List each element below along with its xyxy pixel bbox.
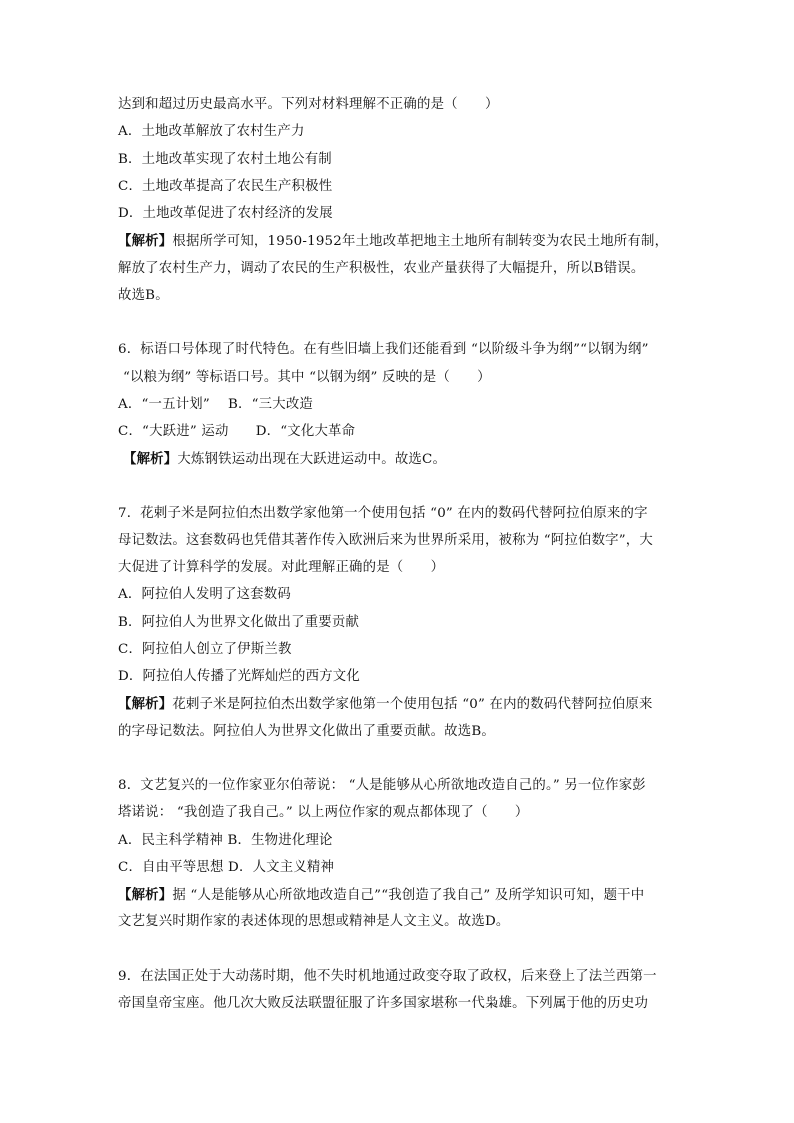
q7-stem: 7．花剌子米是阿拉伯杰出数学家他第一个使用包括 “0” 在内的数码代替阿拉伯原来的字 xyxy=(118,506,648,521)
q8-analysis-line xyxy=(118,886,644,905)
q8-option-ab: A．民主科学精神 B．生物进化理论 xyxy=(118,833,333,848)
analysis-tag: 【解析】 xyxy=(118,233,173,249)
q7-analysis-line: 的字母记数法。阿拉伯人为世界文化做出了重要贡献。故选B。 xyxy=(118,724,495,739)
q7-stem: 大促进了计算科学的发展。对此理解正确的是（ ） xyxy=(118,560,445,575)
analysis-tag: 【解析】 xyxy=(123,451,178,467)
q6-option-ab: A．“一五计划” B．“三大改造 xyxy=(118,397,314,412)
q5-analysis-line xyxy=(118,232,668,251)
q5-option-d: D．土地改革促进了农村经济的发展 xyxy=(118,206,333,221)
q5-analysis-text: 根据所学可知，1950-1952年土地改革把地主土地所有制转变为农民土地所有制， xyxy=(172,234,669,249)
q8-analysis-text: 据 “人是能够从心所欲地改造自己”“我创造了我自己” 及所学知识可知，题干中 xyxy=(172,888,645,903)
q7-option-b: B．阿拉伯人为世界文化做出了重要贡献 xyxy=(118,615,360,630)
analysis-tag: 【解析】 xyxy=(118,887,173,903)
q9-stem: 帝国皇帝宝座。他几次大败反法联盟征服了许多国家堪称一代枭雄。下列属于他的历史功 xyxy=(118,996,649,1011)
q5-analysis-line: 解放了农村生产力，调动了农民的生产积极性，农业产量获得了大幅提升，所以B错误。 xyxy=(118,261,645,276)
q7-option-d: D．阿拉伯人传播了光辉灿烂的西方文化 xyxy=(118,669,360,684)
q8-option-cd: C．自由平等思想 D．人文主义精神 xyxy=(118,860,335,875)
q9-stem: 9．在法国正处于大动荡时期，他不失时机地通过政变夺取了政权，后来登上了法兰西第一 xyxy=(118,969,657,984)
q6-stem: “以粮为纲” 等标语口号。其中 “以钢为纲” 反映的是（ ） xyxy=(123,370,491,385)
q6-stem: 6．标语口号体现了时代特色。在有些旧墙上我们还能看到 “以阶级斗争为纲”“以钢为纲” xyxy=(118,342,649,357)
q7-option-a: A．阿拉伯人发明了这套数码 xyxy=(118,587,291,602)
q6-option-cd: C．“大跃进” 运动 D．“文化大革命 xyxy=(118,424,356,439)
analysis-tag: 【解析】 xyxy=(118,696,173,712)
q6-analysis-text: 大炼钢铁运动出现在大跃进运动中。故选C。 xyxy=(177,452,447,467)
q8-analysis-line: 文艺复兴时期作家的表述体现的思想或精神是人文主义。故选D。 xyxy=(118,914,510,929)
q5-option-a: A．土地改革解放了农村生产力 xyxy=(118,124,305,139)
q8-stem: 塔诺说： “我创造了我自己。” 以上两位作家的观点都体现了（ ） xyxy=(118,805,529,820)
q7-option-c: C．阿拉伯人创立了伊斯兰教 xyxy=(118,642,292,657)
q7-stem: 母记数法。这套数码也凭借其著作传入欧洲后来为世界所采用，被称为 “阿拉伯数字”，大 xyxy=(118,533,653,548)
q6-analysis-line xyxy=(123,450,446,469)
q5-analysis-line: 故选B。 xyxy=(118,288,169,303)
q5-option-c: C．土地改革提高了农民生产积极性 xyxy=(118,179,333,194)
q8-stem: 8．文艺复兴的一位作家亚尔伯蒂说： “人是能够从心所欲地改造自己的。” 另一位作家彭 xyxy=(118,778,646,793)
q7-analysis-line xyxy=(118,695,653,714)
q5-stem: 达到和超过历史最高水平。下列对材料理解不正确的是（ ） xyxy=(118,97,499,112)
q7-analysis-text: 花剌子米是阿拉伯杰出数学家他第一个使用包括 “0” 在内的数码代替阿拉伯原来 xyxy=(172,697,653,712)
q5-option-b: B．土地改革实现了农村土地公有制 xyxy=(118,152,332,167)
